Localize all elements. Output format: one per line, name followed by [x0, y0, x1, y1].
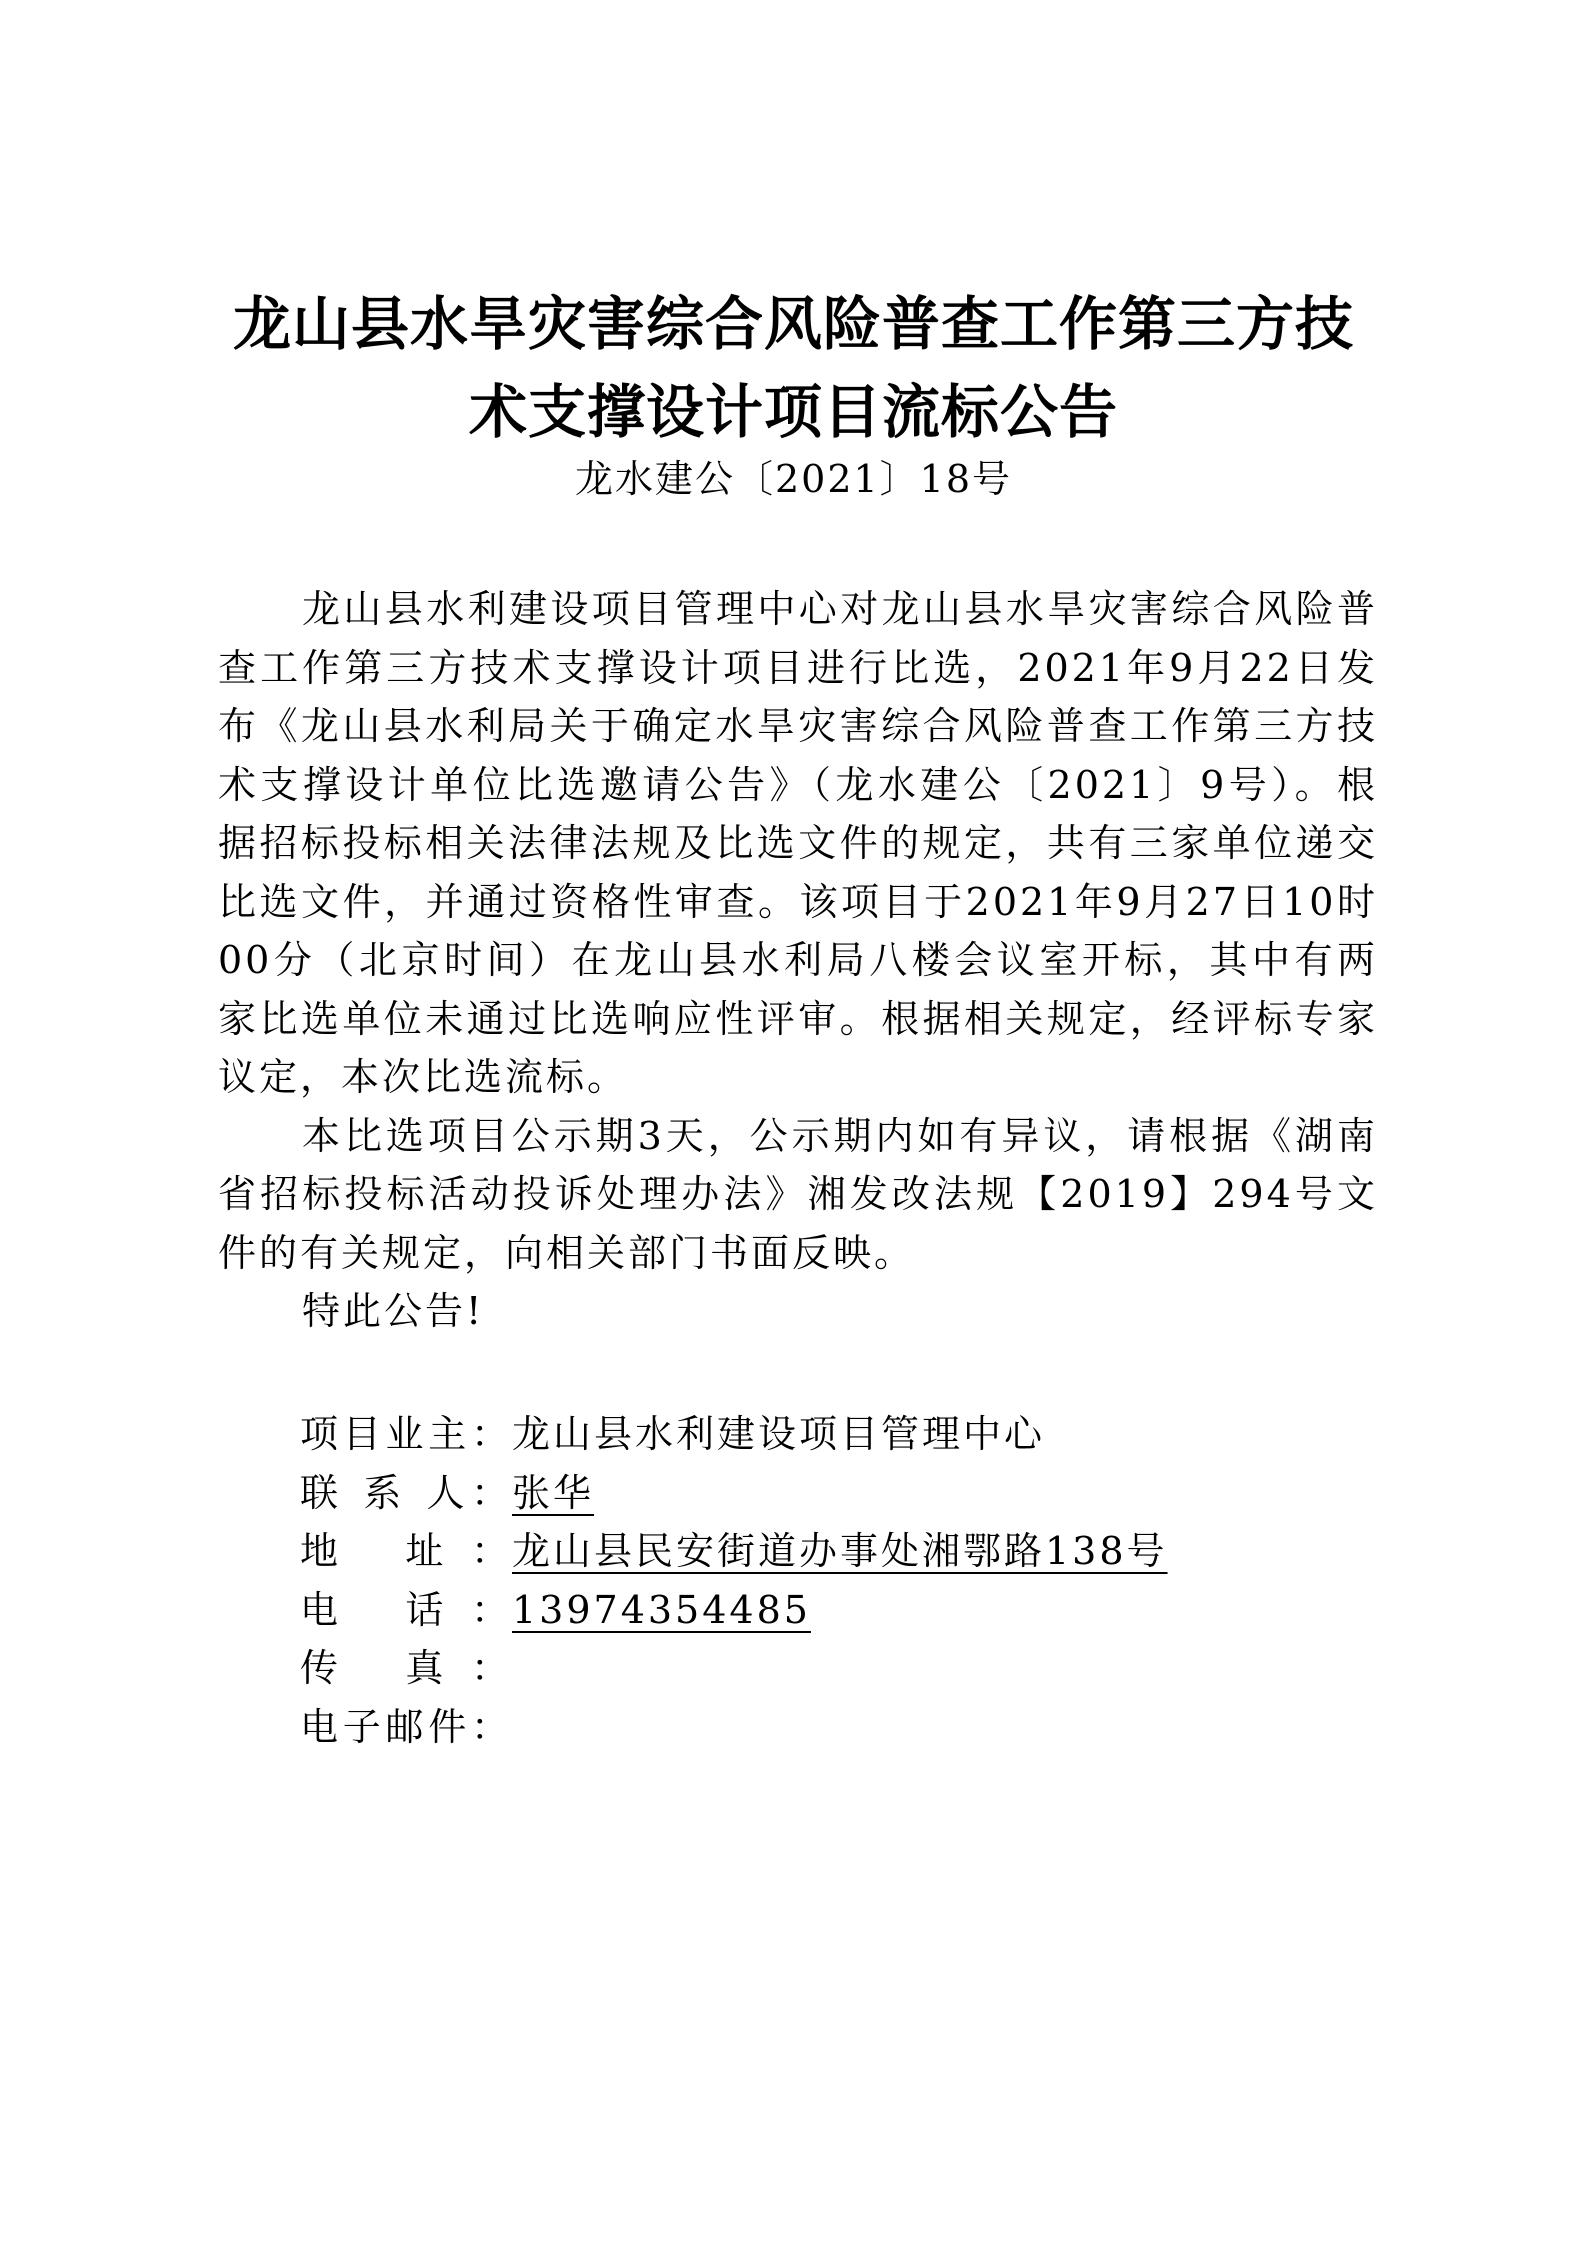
email-label: 电子邮件：: [300, 1704, 512, 1749]
phone-label: 电 话：: [300, 1587, 512, 1632]
body-paragraph-1: 龙山县水利建设项目管理中心对龙山县水旱灾害综合风险普查工作第三方技术支撑设计项目进行比选，2021年9月22日发布《龙山县水利局关于确定水旱灾害综合风险普查工作第三方技术支撑设计单位比选邀请公告》（龙水建公〔2021〕9号）。根据招标投标相关法律法规及比选文件的规定，共有三家单位递交比选文件，并通过资格性审查。该项目于2021年9月27日10时00分（北京时间）在龙山县水利局八楼会议室开标，其中有两家比选单位未通过比选响应性评审。根据相关规定，经评标专家议定，本次比选流标。: [218, 587, 1378, 1099]
contact-row-email: [300, 1698, 1168, 1757]
fax-label: 传 真：: [300, 1646, 512, 1690]
person-label: 联 系 人：: [300, 1470, 512, 1515]
person-value: 张华: [512, 1470, 595, 1515]
contact-row-phone: [300, 1581, 1168, 1640]
document-body: [218, 580, 1378, 1341]
document-title: [220, 280, 1367, 456]
address-label: 地 址：: [300, 1529, 512, 1573]
document-number: 龙水建公〔2021〕18号: [574, 457, 1013, 501]
contact-row-owner: [300, 1405, 1168, 1464]
contact-row-person: [300, 1464, 1168, 1523]
owner-value: 龙山县水利建设项目管理中心: [512, 1412, 1046, 1456]
phone-value: 13974354485: [512, 1587, 811, 1632]
title-line-2: 术支撑设计项目流标公告: [468, 378, 1118, 446]
owner-label: 项目业主：: [300, 1412, 512, 1456]
contact-row-address: [300, 1522, 1168, 1581]
address-value: 龙山县民安街道办事处湘鄂路138号: [512, 1529, 1168, 1573]
contact-info: [300, 1405, 1168, 1756]
title-line-1: 龙山县水旱灾害综合风险普查工作第三方技: [232, 290, 1354, 358]
body-paragraph-2: 本比选项目公示期3天，公示期内如有异议，请根据《湖南省招标投标活动投诉处理办法》湘发改法规【2019】294号文件的有关规定，向相关部门书面反映。: [218, 1113, 1378, 1275]
body-paragraph-3: 特此公告!: [302, 1289, 485, 1333]
contact-row-fax: [300, 1639, 1168, 1698]
